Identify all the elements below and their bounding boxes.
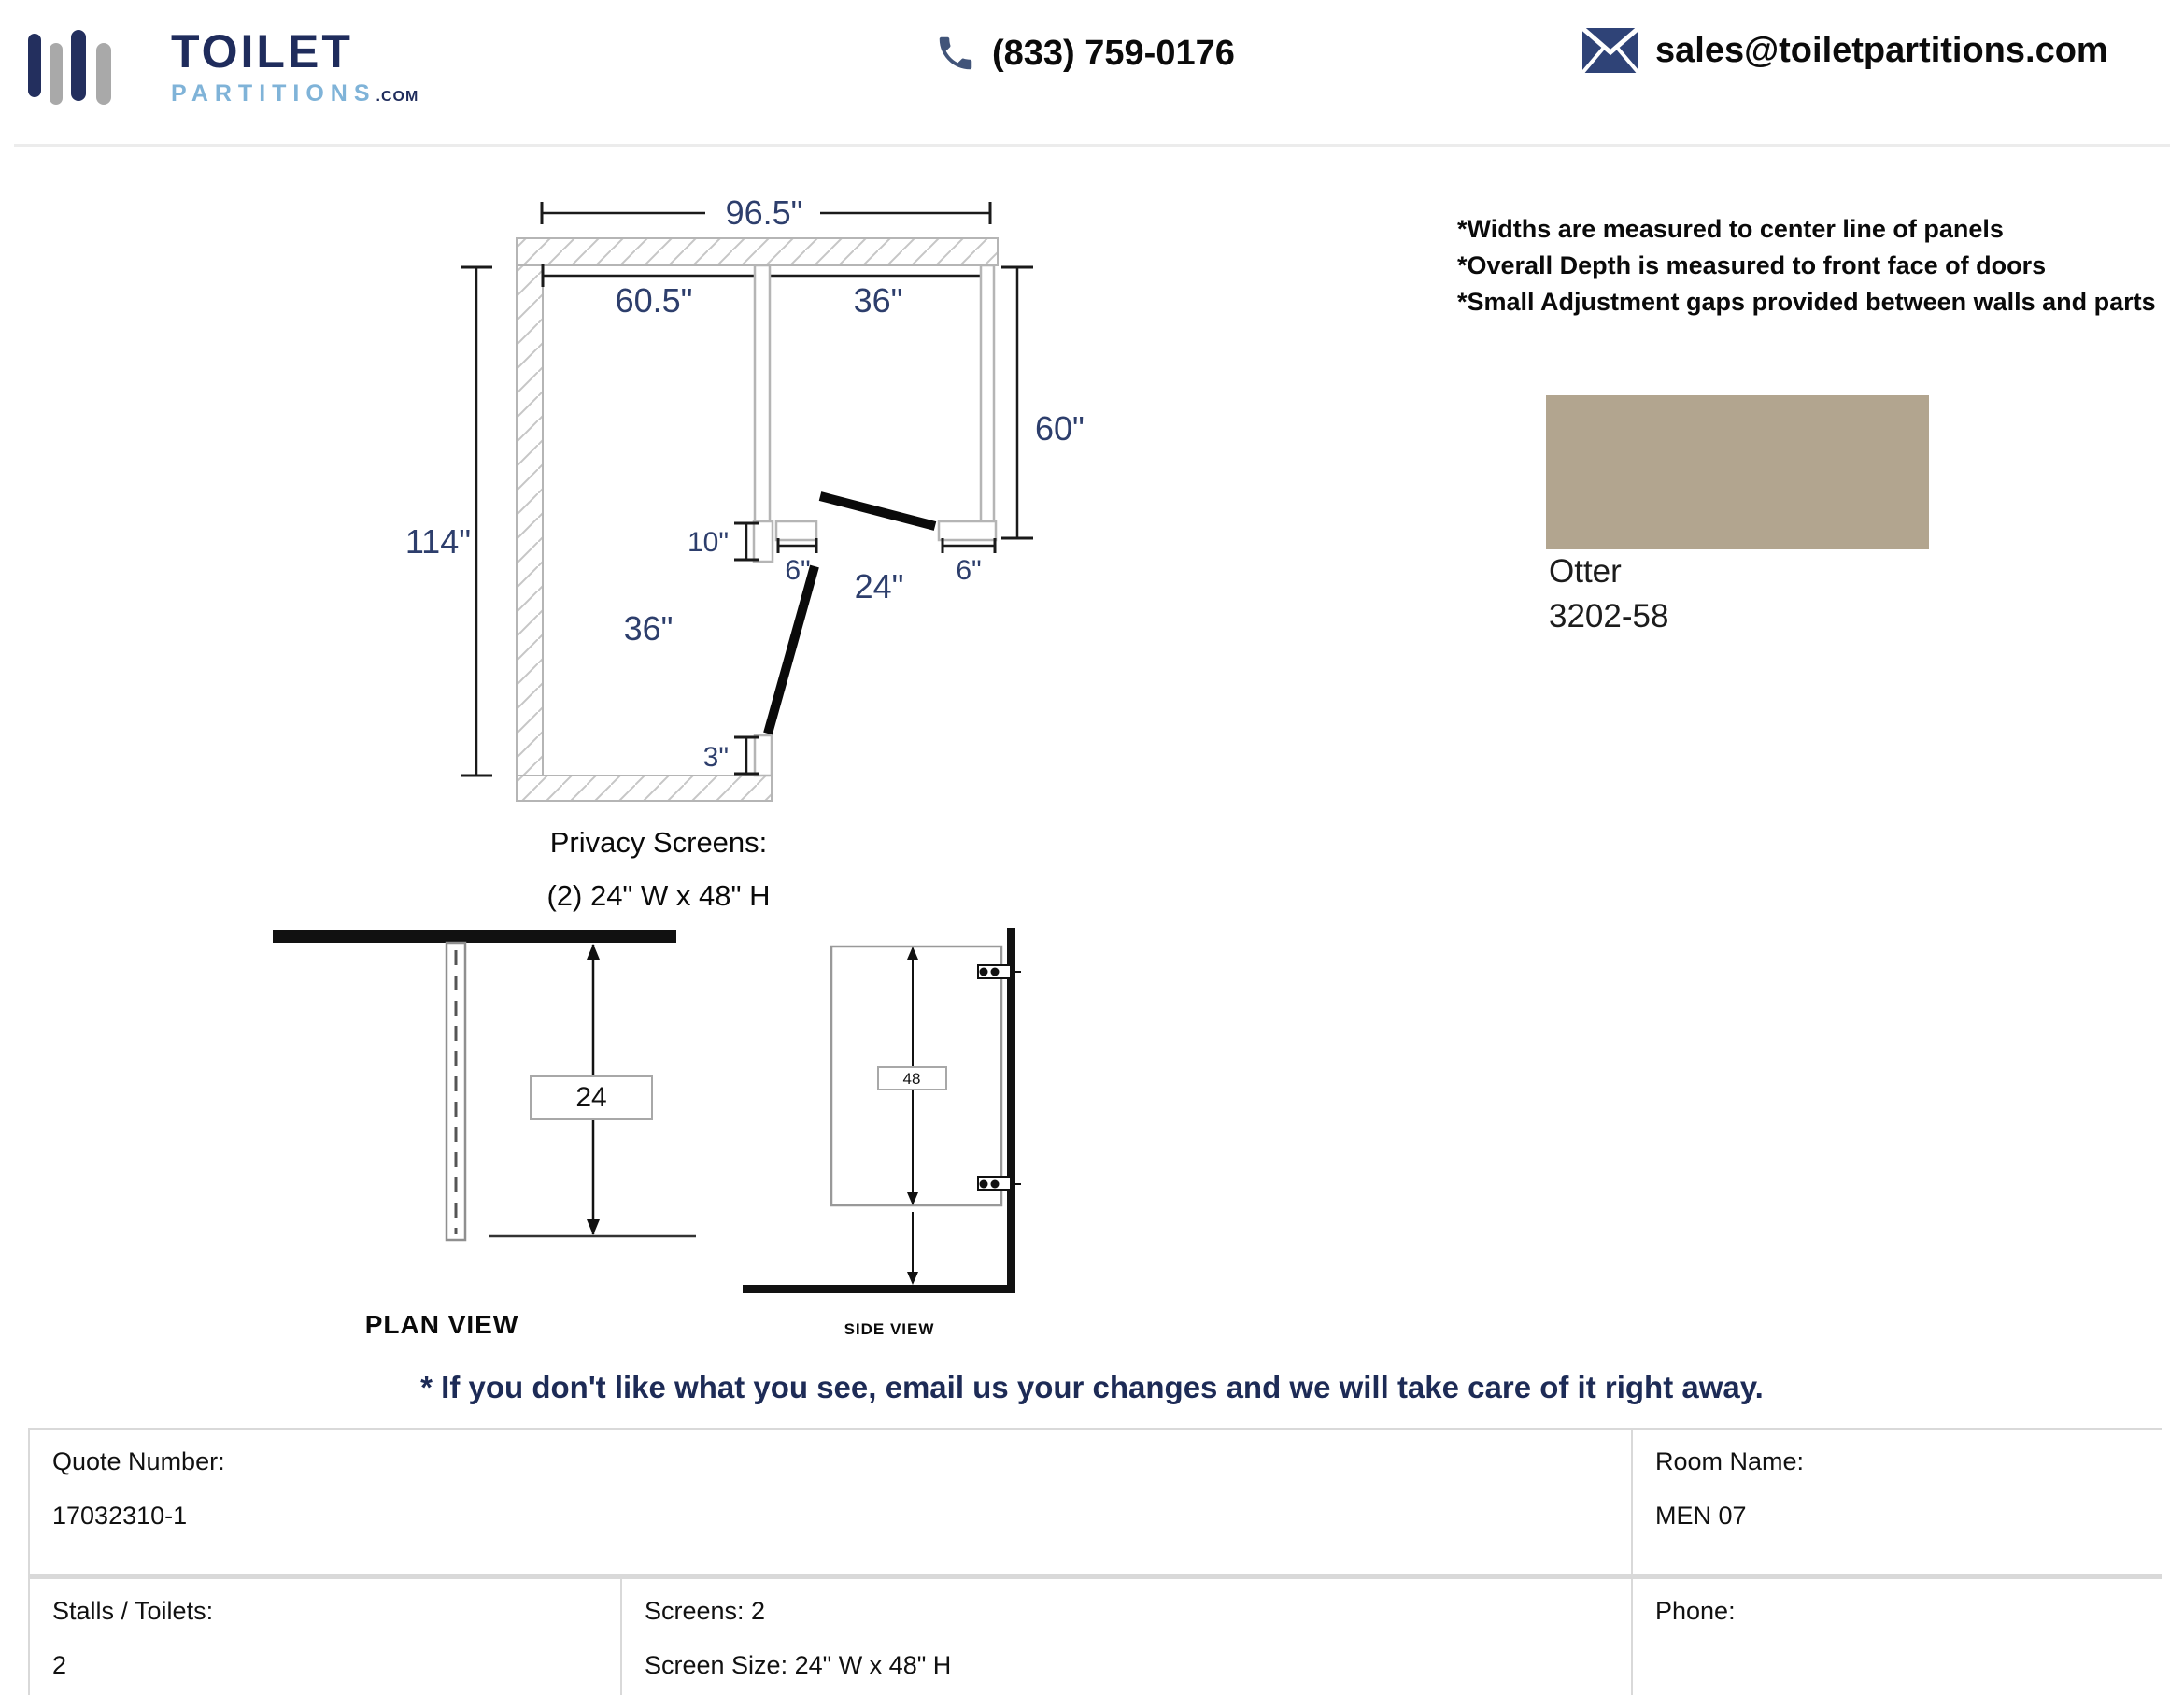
logo-subtitle	[171, 80, 418, 107]
pilaster-gap-label: 10"	[687, 527, 729, 558]
phone-icon	[934, 32, 977, 75]
color-swatch	[1546, 395, 1929, 549]
phone-number[interactable]: (833) 759-0176	[992, 33, 1235, 73]
room-name-value: MEN 07	[1655, 1501, 1747, 1530]
logo-bar	[71, 30, 86, 101]
door-width-label: 24"	[854, 567, 904, 605]
floor-plan-drawing	[392, 178, 1102, 925]
overall-depth-label: 114"	[404, 522, 471, 561]
privacy-screens-size: (2) 24" W x 48" H	[546, 879, 771, 912]
note-line: *Widths are measured to center line of panels	[1457, 215, 2004, 243]
logo-wordmark	[171, 21, 418, 107]
company-logo	[28, 21, 418, 109]
center-panel	[755, 265, 770, 521]
plan-view-dim-value: 24	[575, 1082, 607, 1113]
overall-width-dimension	[542, 193, 990, 232]
note-line: *Overall Depth is measured to front face of doors	[1457, 251, 2047, 279]
measurement-notes	[1457, 211, 2156, 320]
logo-bar	[96, 43, 111, 105]
logo-bars-icon	[28, 21, 126, 109]
note-line: *Small Adjustment gaps provided between walls and parts	[1457, 288, 2156, 316]
room-name-label: Room Name:	[1655, 1447, 1805, 1475]
right-stall-width-label: 36"	[853, 281, 903, 320]
left-wall	[517, 265, 543, 776]
side-view-floor	[743, 1285, 1015, 1293]
side-view-drawing	[743, 920, 1032, 1350]
plan-view-label: PLAN VIEW	[364, 1310, 519, 1339]
top-wall	[517, 238, 998, 265]
bottom-wall	[517, 776, 772, 801]
right-panel	[981, 265, 994, 521]
screen-size-value: Screen Size: 24" W x 48" H	[645, 1650, 952, 1679]
screen-gap-label: 3"	[702, 742, 729, 773]
logo-tld: .COM	[376, 89, 419, 105]
stalls-cell	[30, 1579, 620, 1695]
email-contact[interactable]	[1581, 24, 2108, 77]
side-view-label: SIDE VIEW	[844, 1320, 935, 1338]
right-hinge-label: 6"	[956, 555, 982, 586]
logo-bar	[28, 34, 41, 97]
left-hinge-label: 6"	[785, 555, 811, 586]
right-stall-door	[820, 496, 935, 526]
aisle-width-label: 36"	[623, 609, 674, 648]
left-door-hinge-block	[776, 521, 816, 540]
plan-view-wall	[273, 930, 676, 943]
stalls-label: Stalls / Toilets:	[52, 1597, 214, 1625]
stalls-value: 2	[52, 1650, 67, 1679]
email-address[interactable]: sales@toiletpartitions.com	[1655, 30, 2108, 70]
quote-number-cell	[30, 1430, 1631, 1574]
overall-width-label: 96.5"	[725, 193, 803, 232]
right-hinge-dimension	[943, 538, 995, 586]
screens-value: Screens: 2	[645, 1597, 766, 1625]
center-pilaster-block	[754, 521, 773, 562]
left-stall-width-label: 60.5"	[615, 281, 693, 320]
phone-cell-label: Phone:	[1655, 1597, 1736, 1625]
footer-note: * If you don't like what you see, email us your changes and we will take care of it right away.	[420, 1370, 1764, 1404]
header-divider	[14, 144, 2170, 147]
privacy-screens-title: Privacy Screens:	[549, 826, 768, 859]
quote-table	[28, 1428, 2162, 1695]
stall-depth-dimension	[1001, 267, 1085, 538]
logo-bar	[50, 43, 63, 105]
screen-gap-block	[755, 735, 772, 776]
phone-cell	[1633, 1579, 2162, 1695]
side-view-dim-value: 48	[902, 1070, 921, 1088]
logo-subtitle-text: PARTITIONS	[171, 80, 376, 107]
right-door-hinge-block	[939, 521, 996, 540]
logo-title: TOILET	[171, 25, 353, 78]
quote-number-value: 17032310-1	[52, 1501, 188, 1530]
overall-depth-dimension	[405, 267, 492, 776]
left-stall-door	[768, 566, 815, 734]
screen-gap-dimension	[703, 737, 759, 774]
screens-cell	[622, 1579, 1631, 1695]
pilaster-gap-dimension	[688, 523, 759, 560]
phone-contact[interactable]	[934, 32, 1235, 75]
side-view-wall	[1007, 928, 1015, 1292]
quote-number-label: Quote Number:	[52, 1447, 225, 1475]
swatch-name: Otter	[1549, 553, 1622, 590]
email-icon	[1581, 24, 1640, 77]
stall-depth-label: 60"	[1035, 409, 1085, 448]
plan-view-drawing	[262, 920, 710, 1341]
room-name-cell	[1633, 1430, 2162, 1574]
swatch-code: 3202-58	[1549, 598, 1669, 634]
